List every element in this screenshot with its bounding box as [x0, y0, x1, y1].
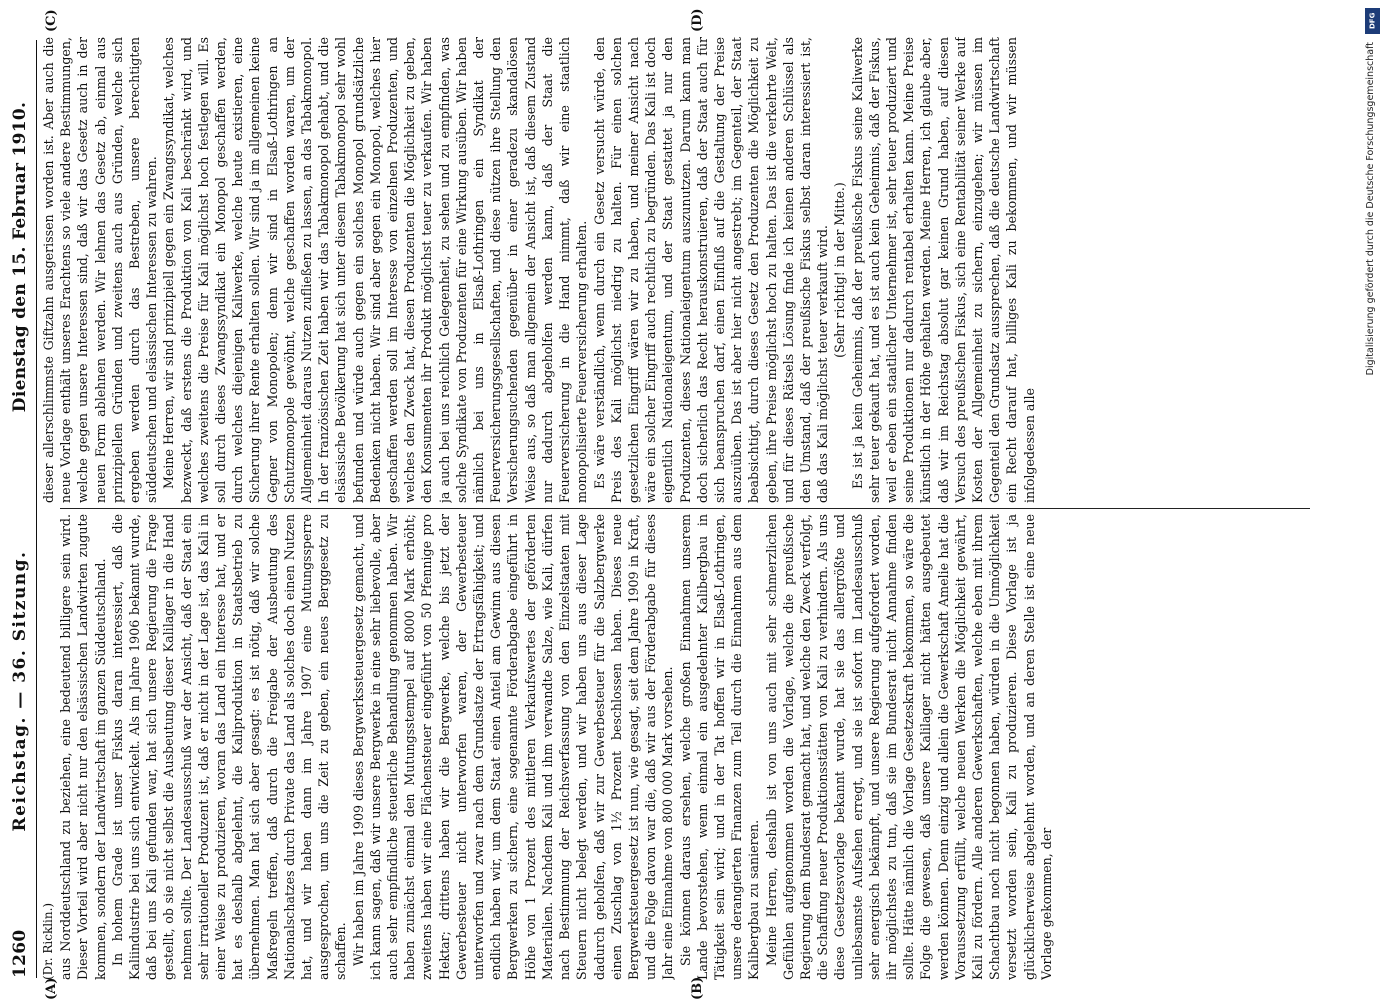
page-header — [4, 40, 36, 978]
paragraph: Meine Herren, deshalb ist von uns auch mit sehr schmerzlichen Gefühlen aufgenommen worden die Vorlage, welche die preußische Regierung dem Bundesrat gemacht hat, und welche den Zweck verfolgt, die Schaffung neuer Produktionsstätten von Kali zu verhindern. Als uns diese Gesetzesvorlage bekannt wurde, hat sie das allergrößte und unliebsamste Aufsehen erregt, und sie ist sofort im Landesausschuß sehr energisch bekämpft, und unsere Regierung aufgefordert worden, ihr möglichstes zu tun, daß sie im Bundesrat nicht Annahme finden sollte. Hätte nämlich die Vorlage Gesetzeskraft bekommen, so wäre die Folge die gewesen, daß unsere Kalilager nicht hätten ausgebeutet werden können. Denn einzig und allein die Gewerkschaft Amelie hat die Voraussetzung erfüllt, welche neuen Werken die Möglichkeit gewährt, Kali zu fördern. Alle anderen Gewerkschaften, welche eben mit ihrem Schachtbau noch nicht begonnen haben, würden in die Unmöglichkeit versetzt worden sein, Kali zu produzieren. Diese Vorlage ist ja glücklicherweise abgelehnt worden, und an deren Stelle ist eine neue Vorlage gekommen, der — [763, 514, 1054, 980]
paragraph: dieser allerschlimmste Giftzahn ausgerissen worden ist. Aber auch die neue Vorlage enthält unseres Erachtens so viele andere Bestimmungen, welche gegen unsere Interessen sind, daß wir das Gesetz auch in der neuen Form ablehnen werden. Wir lehnen das Gesetz ab, einmal aus prinzipiellen Gründen und zweitens auch aus Gründen, welche sich ergeben werden durch das Bestreben, unsere berechtigten süddeutschen und elsässischen Interessen zu wahren. — [41, 37, 160, 503]
dfg-logo: DFG — [1365, 8, 1380, 34]
margin-mark-b: (B) — [690, 976, 705, 1000]
speaker-label: (Dr. Ricklin.) — [41, 902, 55, 980]
paragraph: Wir haben im Jahre 1909 dieses Bergwerkssteuergesetz gemacht, und ich kann sagen, daß wir unsere Bergwerke in eine sehr liebevolle, aber auch sehr empfindliche steuerliche Behandlung genommen haben. Wir haben zunächst einmal den Mutungsstempel auf 8000 Mark erhöht; zweitens haben wir eine Flächensteuer eingeführt von 50 Pfennige pro Hektar; drittens haben wir die Bergwerke, welche bis jetzt der Gewerbesteuer nicht unterworfen waren, der Gewerbesteuer unterworfen und zwar nach dem Grundsatze der Ertragsfähigkeit; und endlich haben wir, um dem Staat einen Anteil am Gewinn aus diesen Bergwerken zu sichern, eine sogenannte Förderabgabe eingeführt in Höhe von 1 Prozent des mittleren Verkaufswertes der geförderten Materialien. Nachdem Kali und ihm verwandte Salze, wie Kali, dürfen nach Bestimmung der Reichsverfassung von den Einzelstaaten mit Steuern nicht belegt werden, und wir haben uns aus dieser Lage dadurch geholfen, daß wir zur Gewerbesteuer für die Salzbergwerke einen Zuschlag von 1½ Prozent beschlossen haben. Dieses neue Bergwerksteuergesetz ist nun, wie gesagt, seit dem Jahre 1909 in Kraft, und die Folge davon war die, daß wir aus der Förderabgabe für dieses Jahr eine Einnahme von 800 000 Mark vorsehen. — [350, 514, 676, 980]
header-right: Dienstag den 15. Februar 1910. — [10, 101, 30, 413]
paragraph: Es wäre verständlich, wenn durch ein Gesetz versucht würde, den Preis des Kali möglichst niedrig zu halten. Für einen solchen gesetzlichen Eingriff wären wir zu haben, und meiner Ansicht nach wäre ein solcher Eingriff auch rechtlich zu begründen. Das Kali ist doch eigentlich Nationaleigentum, und der Staat gestattet ja nur den Produzenten, dieses Nationaleigentum auszunutzen. Darum kann man doch sicherlich das Recht herauskonstruieren, daß der Staat auch für sich beanspruchen darf, einen Einfluß auf die Gestaltung der Preise auszuüben. Das ist aber hier nicht angestrebt; im Gegenteil, der Staat beabsichtigt, durch dieses Gesetz den Produzenten die Möglichkeit zu geben, ihre Preise möglichst hoch zu halten. Das ist die verkehrte Welt, und für dieses Rätsels Lösung finde ich keinen anderen Schlüssel als den Umstand, daß der preußische Fiskus selbst daran interessiert ist, daß das Kali möglichst teuer verkauft wird. — [591, 37, 831, 503]
right-column — [40, 37, 1312, 503]
left-column — [40, 514, 1312, 980]
header-left: Reichstag. — 36. Sitzung. — [10, 550, 30, 832]
paragraph: In hohem Grade ist unser Fiskus daran interessiert, daß die Kaliindustrie bei uns sich entwickelt. Als im Jahre 1906 bekannt wurde, daß bei uns Kali gefunden war, hat sich unsere Regierung die Frage gestellt, ob sie nicht selbst die Ausbeutung dieser Kalilager in die Hand nehmen sollte. Der Landesausschuß war der Ansicht, daß der Staat ein sehr irrationeller Produzent ist, daß er nicht in der Lage ist, das Kali in einer Weise zu produzieren, woran das Land ein Interesse hat, und er hat es deshalb abgelehnt, die Kaliproduktion in Staatsbetrieb zu übernehmen. Man hat sich aber gesagt: es ist nötig, daß wir solche Maßregeln treffen, daß durch die Freigabe der Ausbeutung des Nationalschatzes durch Private das Land als solches doch einen Nutzen hat, und wir haben dann im Jahre 1907 eine Mutungssperre ausgesprochen, um uns die Zeit zu geben, ein neues Berggesetz zu schaffen. — [109, 514, 349, 980]
header-rule — [36, 40, 37, 978]
paragraph: Es ist ja kein Geheimnis, daß der preußische Fiskus seine Kaliwerke sehr teuer gekauft hat, und es ist auch kein Geheimnis, daß der Fiskus, weil er eben ein staatlicher Unternehmer ist, sehr teuer produziert und seine Produktionen nur dadurch rentabel erhalten kann. Meine Preise künstlich in der Höhe gehalten werden. Meine Herren, ich glaube aber, daß wir im Reichstag absolut gar keinen Grund haben, auf diesen Versuch des preußischen Fiskus, sich eine Rentabilität seiner Werke auf Kosten der Allgemeinheit zu sichern, einzugehen; wir müssen im Gegenteil den Grundsatz aussprechen, daß die deutsche Landwirtschaft ein Recht darauf hat, billiges Kali zu bekommen, und wir müssen infolgedessen alle — [849, 37, 1037, 503]
paragraph: Sie können daraus ersehen, welche großen Einnahmen unserem Lande bevorstehen, wenn einmal ein ausgedehnter Kalibergbau in Tätigkeit sein wird; und in der Tat hoffen wir in Elsaß-Lothringen, unsere derangierten Finanzen zum Teil durch die Einnahmen aus dem Kalibergbau zu sanieren. — [677, 514, 762, 980]
margin-mark-d: (D) — [690, 8, 705, 32]
paragraph: aus Norddeutschland zu beziehen, eine bedeutend billigere sein wird. Dieser Vorteil wird aber nicht nur den elsässischen Landwirten zugute kommen, sondern der Landwirtschaft im ganzen Süddeutschland. — [58, 514, 108, 980]
funding-note: Digitalisierung gefördert durch die Deutsche Forschungsgemeinschaft — [1365, 42, 1376, 376]
page-number: 1260 — [10, 929, 30, 978]
paragraph: Meine Herren, wir sind prinzipiell gegen ein Zwangssyndikat, welches bezweckt, daß erstens die Produktion von Kali beschränkt wird, und welches zweitens die Preise für Kali möglichst hoch festlegen will. Es soll durch dieses Zwangssyndikat ein Monopol geschaffen werden, durch welches diejenigen Kaliwerke, welche heute existieren, eine Sicherung ihrer Rente erhalten sollen. Wir sind ja im allgemeinen keine Gegner von Monopolen; denn wir sind in Elsaß-Lothringen an Schutzmonopole gewöhnt, welche geschaffen worden waren, um der Allgemeinheit daraus Nutzen zufließen zu lassen, an das Tabakmonopol. In der französischen Zeit haben wir das Tabakmonopol gehabt, und die elsässische Bevölkerung hat sich unter diesem Tabakmonopol sehr wohl befunden und würde auch gegen ein solches Monopol grundsätzliche Bedenken nicht haben. Wir sind aber gegen ein Monopol, welches hier geschaffen werden soll im Interesse von einzelnen Produzenten, und welches den Zweck hat, diesen Produzenten die Möglichkeit zu geben, den Konsumenten ihr Produkt möglichst teuer zu verkaufen. Wir haben ja auch bei uns reichlich Gelegenheit, zu sehen und zu empfinden, was solche Syndikate von Produzenten für eine Wirkung ausüben. Wir haben nämlich bei uns in Elsaß-Lothringen ein Syndikat der Feuerversicherungsgesellschaften, und diese nützen ihre Stellung den Versicherungsuchenden gegenüber in einer geradezu skandalösen Weise aus, so daß man allgemein der Ansicht ist, daß diesem Zustand nur dadurch abgeholfen werden kann, daß der Staat die Feuerversicherung in die Hand nimmt, daß wir eine staatlich monopolisierte Feuerversicherung erhalten. — [161, 37, 590, 503]
margin-mark-c: (C) — [44, 9, 59, 32]
column-divider — [60, 508, 1310, 509]
digitization-note — [1364, 8, 1382, 992]
margin-mark-a: (A) — [44, 977, 59, 1000]
paragraph: (Sehr richtig! in der Mitte.) — [832, 182, 848, 358]
